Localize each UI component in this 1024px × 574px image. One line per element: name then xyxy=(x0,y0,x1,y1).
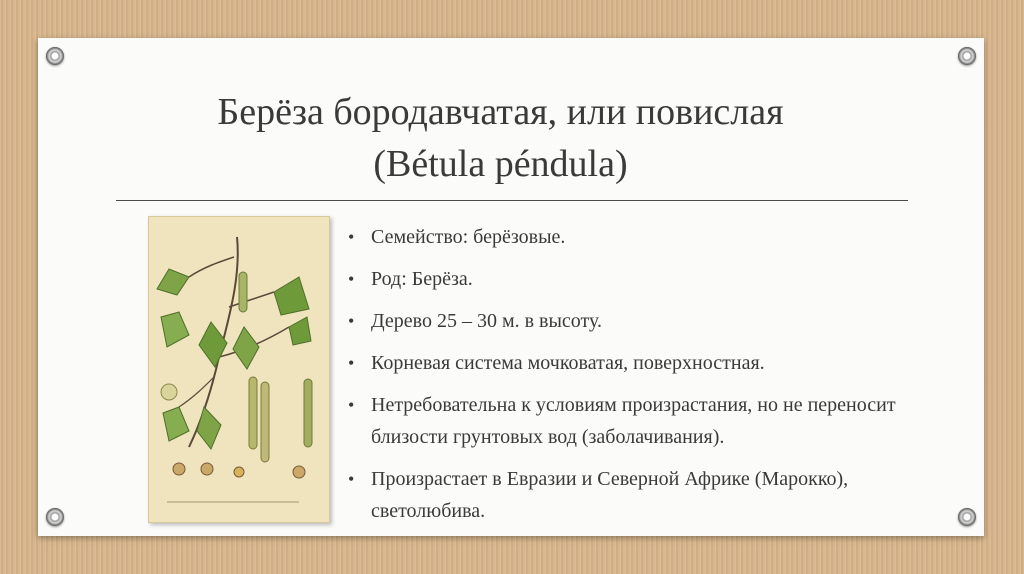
facts-list xyxy=(348,221,958,537)
slide-title xyxy=(138,86,863,190)
title-line-latin-name: (Bétula péndula) xyxy=(373,143,628,185)
birch-botanical-illustration xyxy=(148,216,330,523)
pin-top-right-icon xyxy=(958,47,976,65)
birch-drawing xyxy=(149,217,329,522)
list-item: • Нетребовательна к условиям произрастания, но не переносит близости грунтовых вод (заболачивания). xyxy=(348,394,896,448)
slide-card xyxy=(38,38,984,536)
title-divider xyxy=(116,200,908,201)
pin-bottom-left-icon xyxy=(46,508,64,526)
pin-bottom-right-icon xyxy=(958,508,976,526)
list-item: • Произрастает в Евразии и Северной Африке (Марокко), светолюбива. xyxy=(348,468,849,522)
list-item: • Дерево 25 – 30 м. в высоту. xyxy=(348,310,603,332)
list-item: • Род: Берёза. xyxy=(348,268,473,290)
title-line-common-name: Берёза бородавчатая, или повислая xyxy=(217,91,784,133)
list-item: • Корневая система мочковатая, поверхностная. xyxy=(348,352,765,374)
list-item: • Семейство: берёзовые. xyxy=(348,226,566,248)
pin-top-left-icon xyxy=(46,47,64,65)
